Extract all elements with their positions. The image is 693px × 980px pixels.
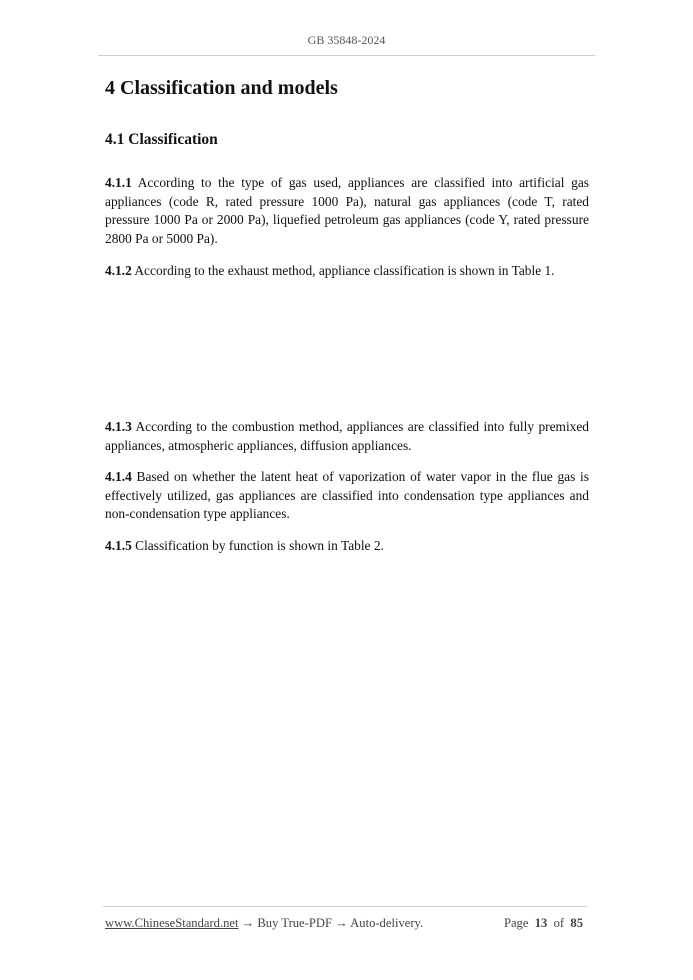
site-link[interactable]: www.ChineseStandard.net	[105, 916, 239, 930]
subsection-title: 4.1 Classification	[105, 131, 218, 148]
clause-text: According to the exhaust method, appliance classification is shown in Table 1.	[134, 263, 555, 278]
clause-number: 4.1.2	[105, 263, 132, 278]
clause-text: According to the type of gas used, appliances are classified into artificial gas appliances (code R, rated pressure 1000 Pa), natural gas appliances (code T, rated pressure 1000 Pa or 2000 Pa), liquefied petroleum gas appliances (code Y, rated pressure 2800 Pa or 5000 Pa).	[105, 175, 590, 246]
document-header: GB 35848-2024	[307, 33, 386, 47]
clause-number: 4.1.1	[105, 175, 132, 190]
delivery-text: Auto-delivery.	[350, 916, 424, 930]
page-total: 85	[570, 916, 583, 930]
page-number	[504, 916, 583, 931]
paragraph-4-1-2	[105, 262, 589, 281]
clause-number: 4.1.4	[105, 469, 132, 484]
clause-text: Classification by function is shown in Table 2.	[135, 538, 384, 553]
clause-number: 4.1.5	[105, 538, 132, 553]
clause-number: 4.1.3	[105, 419, 132, 434]
arrow-icon: →	[335, 916, 348, 930]
section-title: 4 Classification and models	[105, 77, 338, 99]
paragraph-4-1-1	[105, 174, 589, 248]
paragraph-4-1-3	[105, 418, 589, 455]
page-of: of	[553, 916, 565, 930]
buy-pdf-text: Buy True-PDF	[257, 916, 332, 930]
paragraph-4-1-5	[105, 537, 589, 556]
page-label: Page	[503, 916, 529, 930]
footer-promo	[105, 916, 423, 931]
clause-text: According to the combustion method, appliances are classified into fully premixed appliances, atmospheric appliances, diffusion appliances.	[105, 419, 590, 453]
arrow-icon: →	[241, 916, 255, 930]
footer-divider	[103, 906, 587, 907]
page-current: 13	[534, 916, 548, 930]
paragraph-4-1-4	[105, 468, 589, 524]
header-divider	[98, 55, 595, 56]
clause-text: Based on whether the latent heat of vaporization of water vapor in the flue gas is effectively utilized, gas appliances are classified into condensation type appliances and non-condensation type appliances.	[105, 469, 589, 522]
